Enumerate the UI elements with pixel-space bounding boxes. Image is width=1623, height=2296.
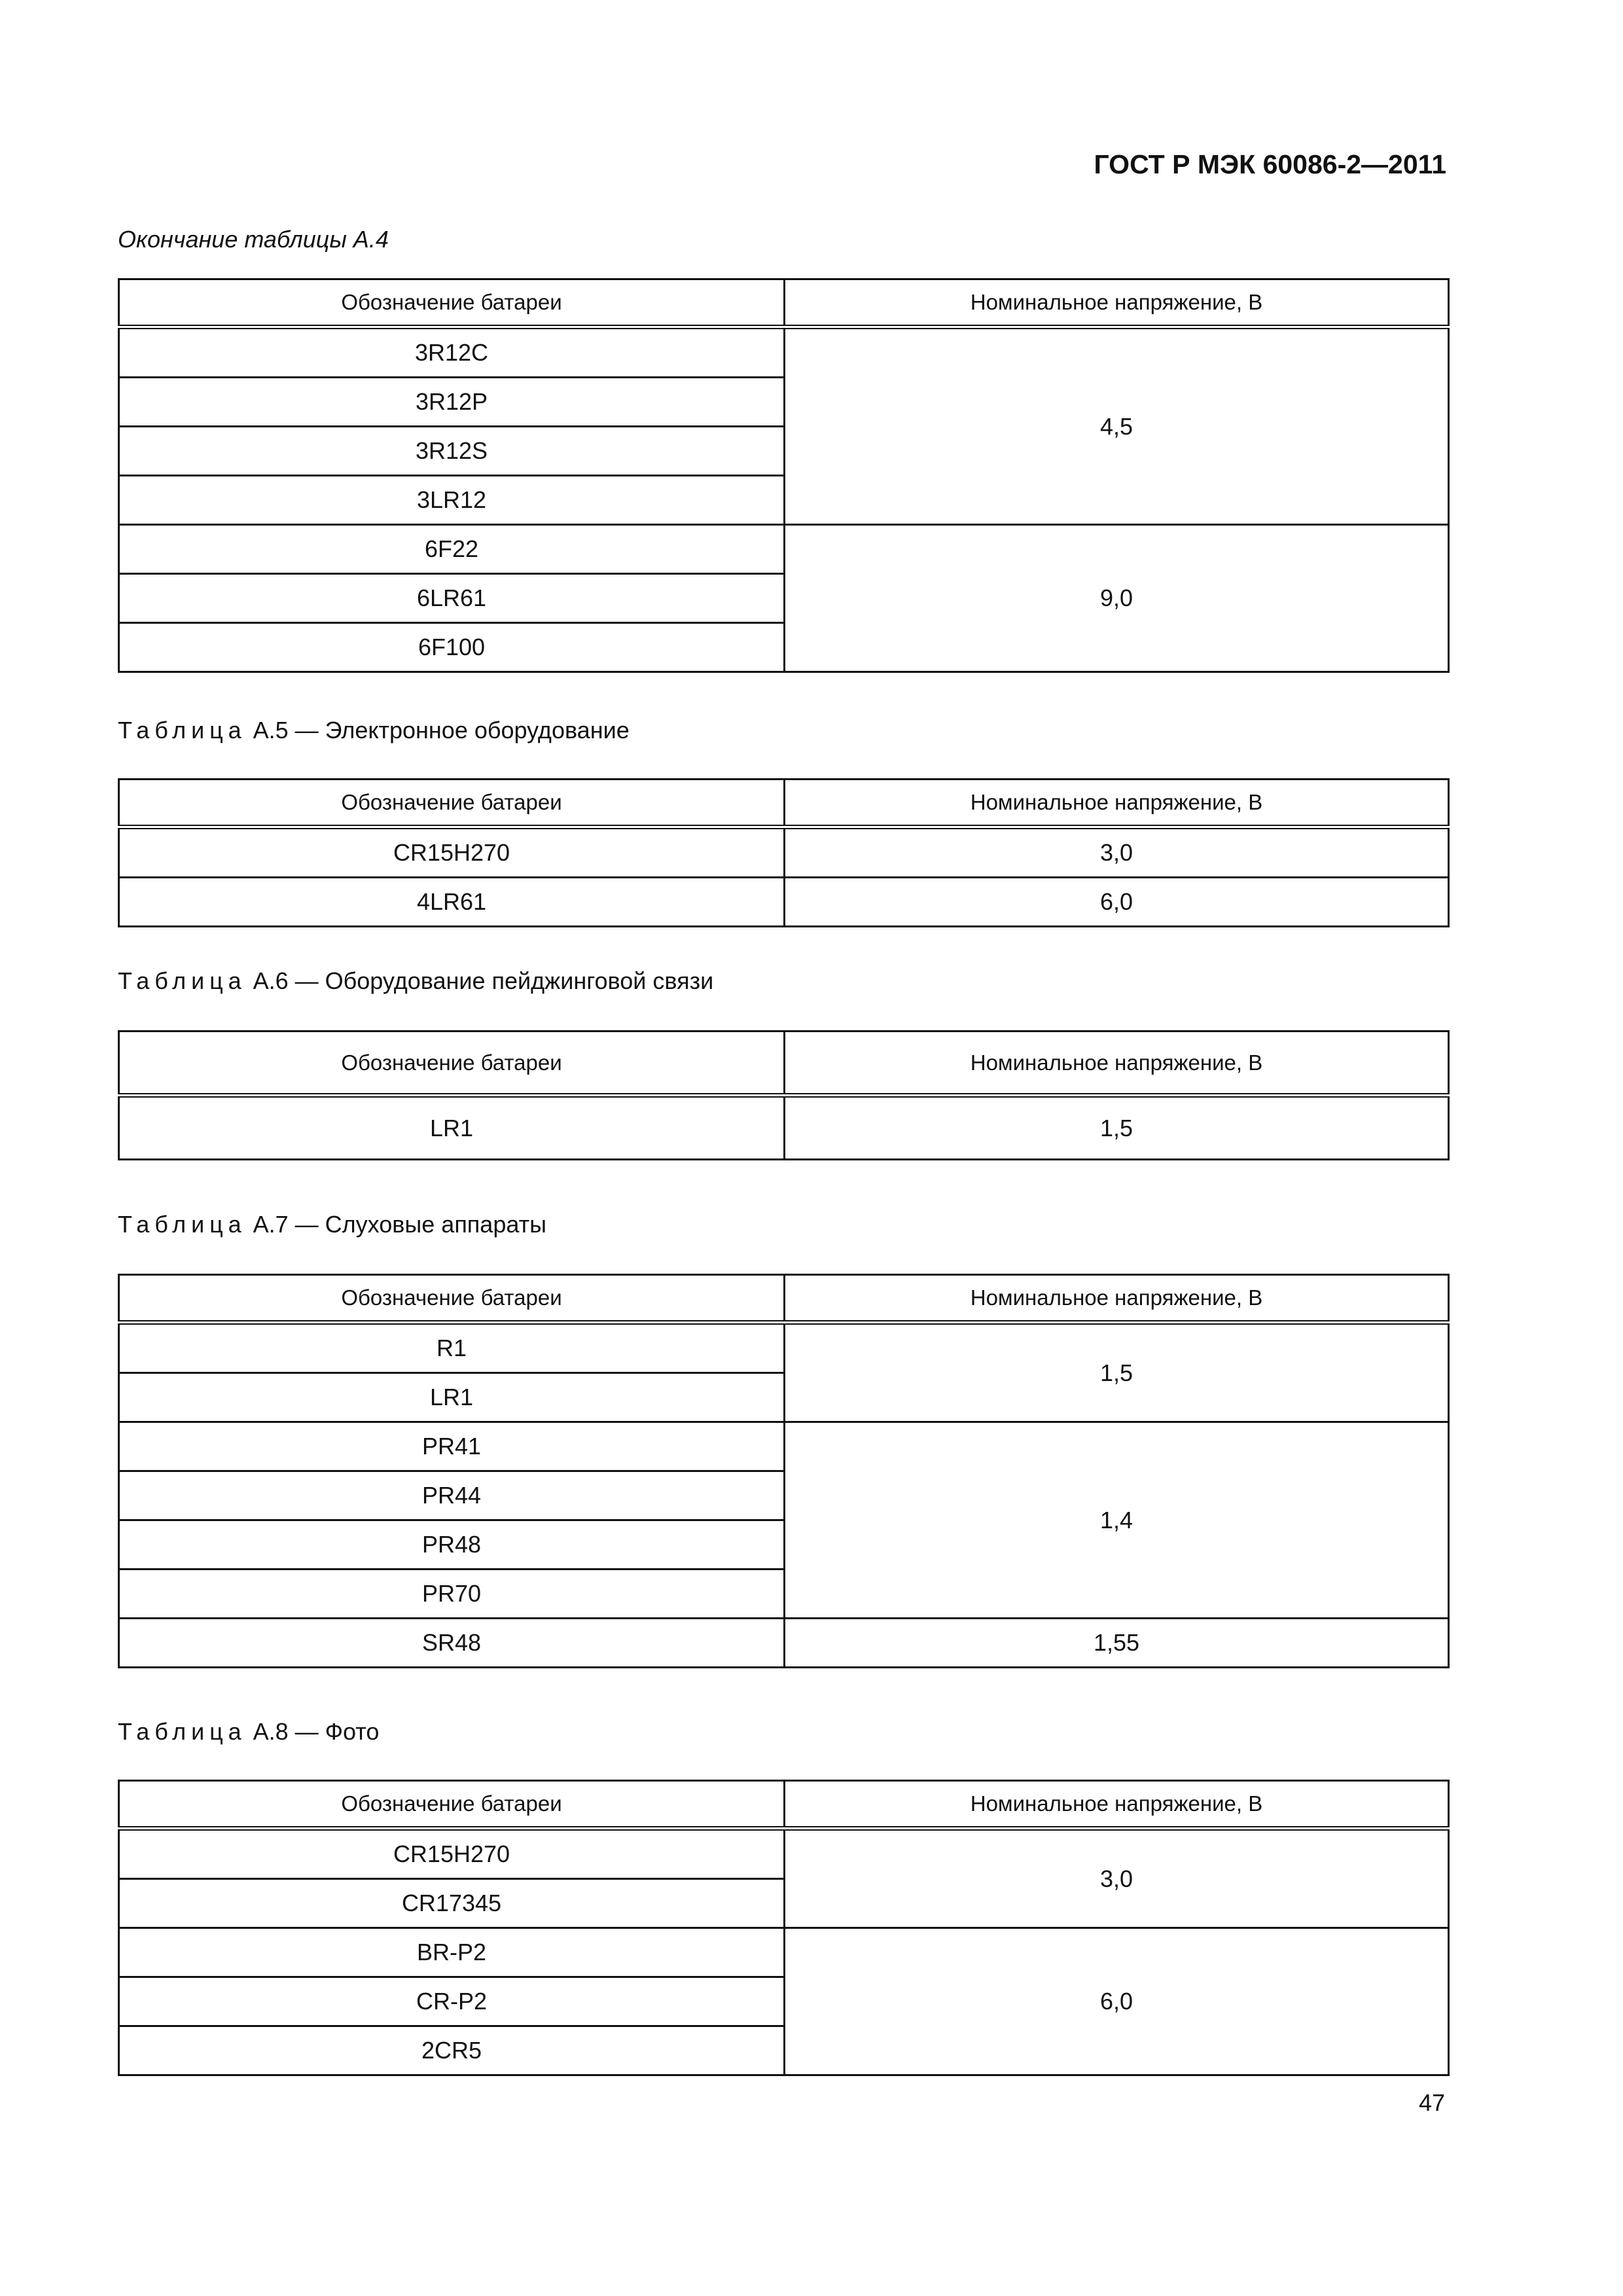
battery-designation-cell: LR1 — [119, 1373, 785, 1422]
nominal-voltage-cell: 1,5 — [785, 1323, 1449, 1422]
nominal-voltage-cell: 1,4 — [785, 1422, 1449, 1619]
column-header-designation: Обозначение батареи — [119, 780, 785, 827]
battery-designation-cell: CR-P2 — [119, 1977, 785, 2026]
table-a7-caption-text: А.7 — Слуховые аппараты — [253, 1211, 546, 1238]
nominal-voltage-cell: 1,5 — [785, 1096, 1449, 1160]
table-a8-caption — [118, 1718, 379, 1746]
battery-designation-cell: LR1 — [119, 1096, 785, 1160]
battery-designation-cell: PR44 — [119, 1471, 785, 1520]
table-a5 — [118, 778, 1450, 927]
battery-designation-cell: 6LR61 — [119, 574, 785, 623]
battery-designation-cell: CR15H270 — [119, 827, 785, 878]
column-header-voltage: Номинальное напряжение, В — [785, 1031, 1449, 1096]
battery-designation-cell: PR48 — [119, 1520, 785, 1570]
battery-designation-cell: R1 — [119, 1323, 785, 1373]
battery-designation-cell: CR15H270 — [119, 1829, 785, 1879]
column-header-voltage: Номинальное напряжение, В — [785, 279, 1449, 327]
table-row — [119, 1928, 1449, 1977]
table-row — [119, 1829, 1449, 1879]
column-header-voltage: Номинальное напряжение, В — [785, 1781, 1449, 1829]
battery-designation-cell: BR-P2 — [119, 1928, 785, 1977]
nominal-voltage-cell: 3,0 — [785, 827, 1449, 878]
table-row — [119, 1096, 1449, 1160]
nominal-voltage-cell: 4,5 — [785, 327, 1449, 525]
table-a8-caption-text: А.8 — Фото — [253, 1718, 380, 1745]
table-a6-caption-prefix: Таблица — [118, 967, 247, 994]
table-row — [119, 1422, 1449, 1471]
column-header-designation: Обозначение батареи — [119, 1781, 785, 1829]
column-header-designation: Обозначение батареи — [119, 279, 785, 327]
nominal-voltage-cell: 6,0 — [785, 878, 1449, 927]
column-header-voltage: Номинальное напряжение, В — [785, 780, 1449, 827]
table-a6-caption — [118, 967, 713, 995]
table-a5-caption-prefix: Таблица — [118, 717, 247, 744]
battery-designation-cell: 3R12C — [119, 327, 785, 378]
table-row — [119, 1323, 1449, 1373]
table-a8 — [118, 1780, 1450, 2076]
battery-designation-cell: 4LR61 — [119, 878, 785, 927]
table-row — [119, 327, 1449, 378]
table-row — [119, 1619, 1449, 1668]
battery-designation-cell: 6F100 — [119, 623, 785, 672]
table-a7 — [118, 1274, 1450, 1668]
battery-designation-cell: PR70 — [119, 1570, 785, 1619]
table-a5-caption-text: А.5 — Электронное оборудование — [253, 717, 630, 744]
battery-designation-cell: 3R12S — [119, 427, 785, 476]
table-a8-caption-prefix: Таблица — [118, 1718, 247, 1745]
table-a4-caption: Окончание таблицы А.4 — [118, 226, 389, 253]
battery-designation-cell: 3R12P — [119, 378, 785, 427]
battery-designation-cell: CR17345 — [119, 1879, 785, 1928]
nominal-voltage-cell: 1,55 — [785, 1619, 1449, 1668]
table-a6 — [118, 1030, 1450, 1160]
column-header-designation: Обозначение батареи — [119, 1031, 785, 1096]
battery-designation-cell: 2CR5 — [119, 2026, 785, 2075]
document-header: ГОСТ Р МЭК 60086-2—2011 — [1094, 149, 1446, 179]
battery-designation-cell: PR41 — [119, 1422, 785, 1471]
nominal-voltage-cell: 6,0 — [785, 1928, 1449, 2075]
column-header-designation: Обозначение батареи — [119, 1275, 785, 1323]
table-a4 — [118, 278, 1450, 673]
table-row — [119, 827, 1449, 878]
battery-designation-cell: SR48 — [119, 1619, 785, 1668]
nominal-voltage-cell: 3,0 — [785, 1829, 1449, 1928]
table-row — [119, 878, 1449, 927]
page-number: 47 — [1418, 2089, 1445, 2116]
table-a5-caption — [118, 717, 630, 744]
battery-designation-cell: 3LR12 — [119, 476, 785, 525]
nominal-voltage-cell: 9,0 — [785, 525, 1449, 672]
table-a7-caption-prefix: Таблица — [118, 1211, 247, 1238]
battery-designation-cell: 6F22 — [119, 525, 785, 574]
column-header-voltage: Номинальное напряжение, В — [785, 1275, 1449, 1323]
table-row — [119, 525, 1449, 574]
table-a6-caption-text: А.6 — Оборудование пейджинговой связи — [253, 967, 714, 994]
table-a7-caption — [118, 1211, 546, 1238]
